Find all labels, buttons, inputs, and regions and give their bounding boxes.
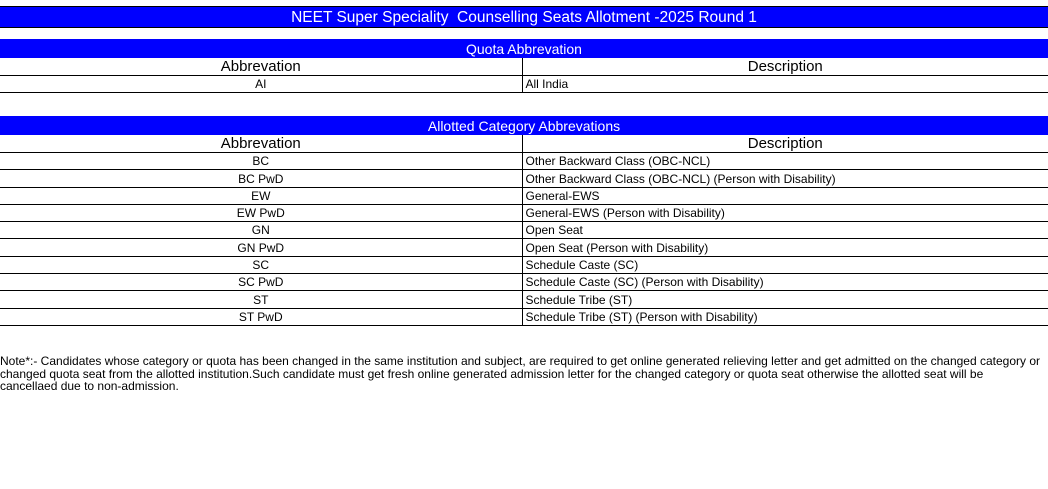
category-col-abbreviation: Abbrevation [0, 135, 522, 153]
category-abbr-cell: GN [0, 222, 522, 239]
category-abbr-cell: SC [0, 256, 522, 273]
quota-desc-cell: All India [522, 76, 1048, 93]
quota-abbr-cell: AI [0, 76, 522, 93]
category-abbr-cell: GN PwD [0, 239, 522, 256]
category-desc-cell: Open Seat (Person with Disability) [522, 239, 1048, 256]
admission-note: Note*:- Candidates whose category or quota has been changed in the same institution and subject, are required to get online generated relieving letter and get admitted on the changed category or changed quota seat from the allotted institution.Such candidate must get fresh online generated admission letter for the changed category or quota seat otherwise the allotted seat will be cancellaed due to non-admission. [0, 354, 1041, 393]
category-abbr-cell: BC [0, 153, 522, 170]
category-desc-cell: Schedule Tribe (ST) (Person with Disability) [522, 308, 1048, 325]
table-row [0, 291, 1048, 308]
category-desc-cell: Schedule Tribe (ST) [522, 291, 1048, 308]
category-col-description: Description [522, 135, 1048, 153]
table-row [0, 76, 1048, 93]
category-table [0, 135, 1048, 326]
table-row [0, 153, 1048, 170]
category-desc-cell: Other Backward Class (OBC-NCL) [522, 153, 1048, 170]
category-abbr-cell: ST [0, 291, 522, 308]
table-row [0, 239, 1048, 256]
category-abbr-cell: EW [0, 187, 522, 204]
quota-col-description: Description [522, 58, 1048, 76]
table-row [0, 170, 1048, 187]
category-section-heading: Allotted Category Abbrevations [0, 116, 1048, 135]
category-abbr-cell: BC PwD [0, 170, 522, 187]
table-row [0, 222, 1048, 239]
table-row [0, 308, 1048, 325]
page-title: NEET Super Speciality Counselling Seats Allotment -2025 Round 1 [0, 6, 1048, 28]
category-desc-cell: Schedule Caste (SC) [522, 256, 1048, 273]
category-table-header [0, 135, 1048, 153]
category-desc-cell: Other Backward Class (OBC-NCL) (Person with Disability) [522, 170, 1048, 187]
table-row [0, 274, 1048, 291]
category-desc-cell: Schedule Caste (SC) (Person with Disability) [522, 274, 1048, 291]
quota-section-heading: Quota Abbrevation [0, 39, 1048, 58]
table-row [0, 204, 1048, 221]
category-desc-cell: General-EWS (Person with Disability) [522, 204, 1048, 221]
category-desc-cell: Open Seat [522, 222, 1048, 239]
category-abbr-cell: SC PwD [0, 274, 522, 291]
category-abbr-cell: EW PwD [0, 204, 522, 221]
table-row [0, 256, 1048, 273]
category-desc-cell: General-EWS [522, 187, 1048, 204]
quota-table [0, 58, 1048, 93]
quota-table-header [0, 58, 1048, 76]
table-row [0, 187, 1048, 204]
category-abbr-cell: ST PwD [0, 308, 522, 325]
quota-col-abbreviation: Abbrevation [0, 58, 522, 76]
